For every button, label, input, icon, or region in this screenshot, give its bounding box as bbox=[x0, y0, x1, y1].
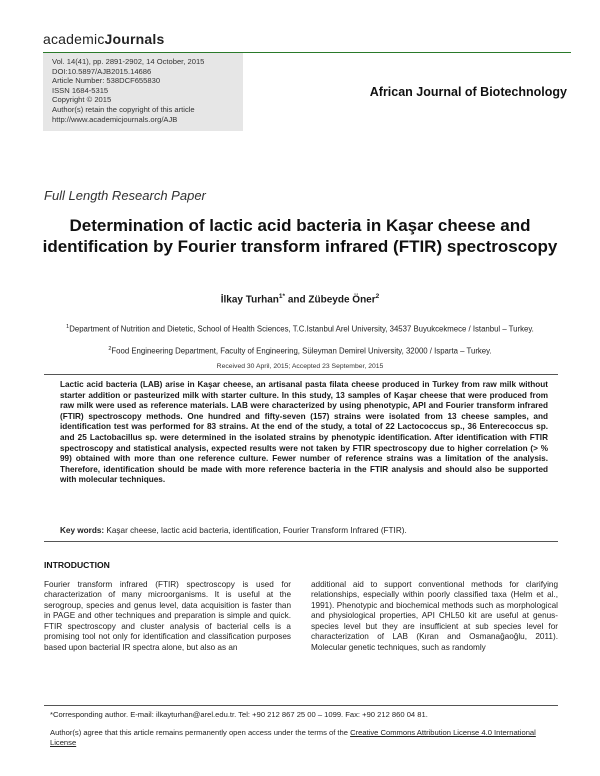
affiliation-sup: 2 bbox=[108, 346, 112, 352]
meta-volume: Vol. 14(41), pp. 2891-2902, 14 October, 2015 bbox=[52, 57, 205, 66]
corresponding-author-note: *Corresponding author. E-mail: ilkayturhan@arel.edu.tr. Tel: +90 212 867 25 00 – 1099. Fax: +90 212 860 04 81. bbox=[50, 710, 428, 719]
journal-title: African Journal of Biotechnology bbox=[369, 85, 567, 99]
author-name: Zübeyde Öner bbox=[308, 294, 376, 306]
divider bbox=[44, 541, 558, 542]
affiliation-1 bbox=[44, 322, 556, 335]
footer-notes bbox=[44, 710, 558, 747]
author-sup: 1* bbox=[278, 293, 286, 300]
license-note bbox=[50, 728, 558, 748]
divider bbox=[44, 374, 558, 375]
section-heading-introduction: INTRODUCTION bbox=[44, 560, 110, 570]
intro-column-right bbox=[311, 580, 558, 653]
affiliation-sup: 1 bbox=[66, 324, 70, 330]
keywords-text: Kaşar cheese, lactic acid bacteria, identification, Fourier Transform Infrared (FTIR). bbox=[106, 526, 407, 535]
affiliation-2 bbox=[44, 344, 556, 357]
publisher-suffix: Journals bbox=[104, 31, 165, 47]
meta-issn: ISSN 1684-5315 bbox=[52, 85, 109, 95]
author-name: İlkay Turhan bbox=[220, 294, 279, 306]
publisher-logo bbox=[43, 31, 164, 47]
authors-joiner: and bbox=[285, 294, 309, 306]
abstract-text: Lactic acid bacteria (LAB) arise in Kaşar cheese, an artisanal pasta filata cheese produced in Turkey from raw milk without starter addition or pasteurized milk with starter culture. In this study, 13 samples of Kaşar cheese that were produced from raw milk were used as reference materials. LAB were characterized by using phenotypic, API and Fourier transform infrared (FTIR) spectroscopy methods. One hundred and fifty-seven (157) strains were isolated from 13 cheese samples, and identification test was performed for 83 strains. At the end of the study, a total of 22 Lactococcus sp., 36 Enterecoccus sp. and 25 Lactobacillus sp. were determined in the isolated strains by phenotypic identification. After identification with FTIR spectroscopy and statistical analysis, expected results were not taken by FTIR spectroscopy due to higher correlation (> % 99) obtained with more than one reference culture. Fewer number of reference strains was a limitation of the analysis. Therefore, identification should be made with more reference bacteria in the FTIR analysis and should also be supported with molecular techniques. bbox=[60, 380, 548, 485]
journal-header-box bbox=[43, 52, 571, 131]
affiliation-text: Department of Nutrition and Dietetic, School of Health Sciences, T.C.Istanbul Arel University, 34537 Buyukcekmece / Istanbul – Turkey. bbox=[69, 324, 534, 334]
abstract bbox=[60, 380, 548, 486]
article-meta bbox=[52, 57, 204, 124]
intro-paragraph: additional aid to support conventional methods for clarifying relationships, especially within poorly classified taxa (Helm et al., 1991). Phenotypic and biochemical methods such as morphological and physiological properties, API CHL50 kit are useful at genus-species level but they are insufficient at sub species level for characterization of LAB (Kıran and Osmanağaoğlu, 2011). Molecular genetic techniques, such as randomly bbox=[311, 580, 558, 652]
author-list bbox=[40, 293, 560, 305]
intro-paragraph: Fourier transform infrared (FTIR) spectroscopy is used for characterization of many microorganisms. It is useful at the serogroup, species and genus level, data acquisition is faster than in PAGE and other techniques and preparation is simple and quick. FTIR spectroscopy and cluster analysis of bacterial cells is a promising tool not only for identification and classification purposes based upon bacterial IR spectra alone, but also as an bbox=[44, 580, 291, 652]
keywords bbox=[60, 526, 548, 535]
article-type: Full Length Research Paper bbox=[44, 188, 206, 203]
affiliation-text: Food Engineering Department, Faculty of Engineering, Süleyman Demirel University, 32000 / Isparta – Turkey. bbox=[111, 346, 492, 356]
paper-title: Determination of lactic acid bacteria in Kaşar cheese and identification by Fourier transform infrared (FTIR) spectroscopy bbox=[42, 216, 558, 256]
meta-article-number: Article Number: 538DCF655830 bbox=[52, 76, 161, 86]
license-text: Author(s) agree that this article remains permanently open access under the terms of the bbox=[50, 727, 351, 737]
meta-doi: DOI:10.5897/AJB2015.14686 bbox=[52, 66, 152, 76]
footer-divider bbox=[44, 705, 558, 706]
license-link[interactable]: Creative Commons Attribution License 4.0 International License bbox=[50, 727, 536, 747]
author-sup: 2 bbox=[375, 293, 380, 300]
meta-rights: Author(s) retain the copyright of this article bbox=[52, 104, 195, 114]
meta-url[interactable]: http://www.academicjournals.org/AJB bbox=[52, 114, 178, 124]
intro-column-left bbox=[44, 580, 291, 653]
publisher-prefix: academic bbox=[43, 31, 105, 47]
received-accepted-dates: Received 30 April, 2015; Accepted 23 September, 2015 bbox=[216, 363, 384, 370]
keywords-label: Key words: bbox=[60, 526, 105, 535]
article-meta-panel bbox=[43, 53, 243, 131]
meta-copyright: Copyright © 2015 bbox=[52, 95, 112, 105]
